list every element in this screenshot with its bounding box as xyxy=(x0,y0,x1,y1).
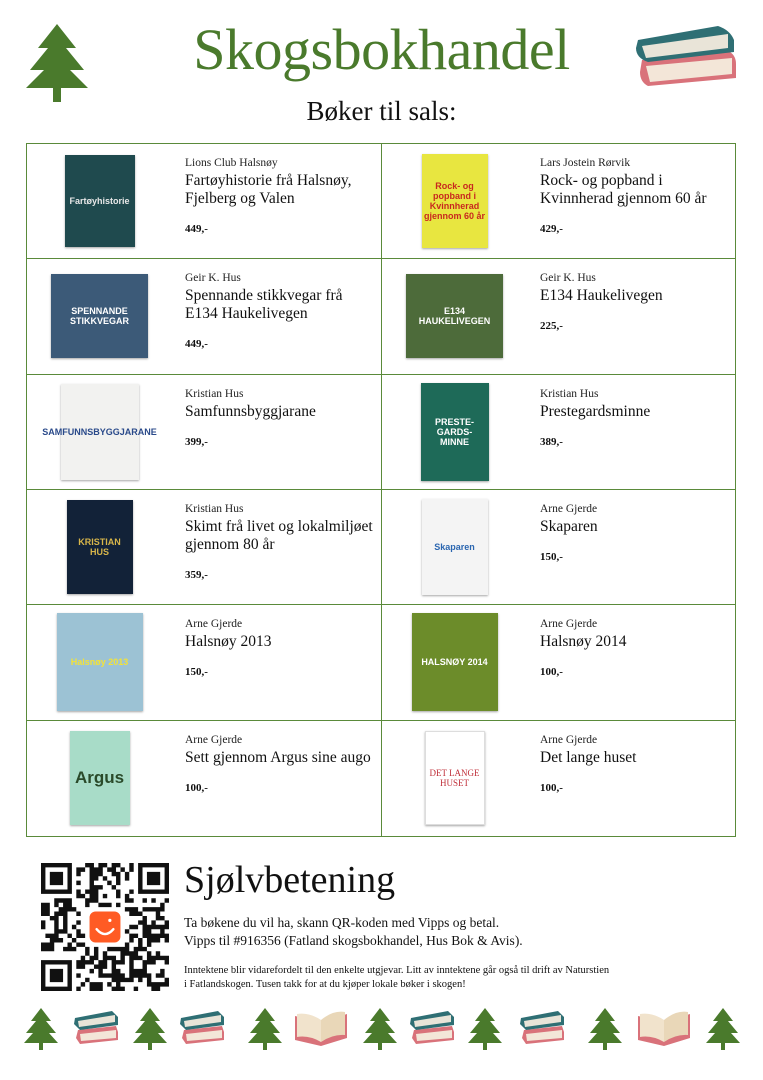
book-price: 389,- xyxy=(540,435,563,448)
book-price: 359,- xyxy=(185,569,208,581)
self-service-title: Sjølvbetening xyxy=(184,859,396,901)
book-cover: Argus xyxy=(70,731,130,825)
book-cover: Rock- og popband i Kvinnherad gjennom 60 år xyxy=(422,154,488,248)
book-title: Samfunnsbyggjarane xyxy=(185,402,316,420)
book-card xyxy=(27,144,382,259)
tree-icon xyxy=(468,1008,502,1055)
book-card xyxy=(27,375,382,490)
self-service-note xyxy=(184,964,744,992)
book-card xyxy=(382,144,735,259)
vipps-number-line: Vipps til #916356 (Fatland skogsbokhandel, Hus Bok & Avis). xyxy=(184,933,523,948)
book-author: Lions Club Halsnøy xyxy=(185,157,278,169)
book-author: Lars Jostein Rørvik xyxy=(540,157,631,169)
book-card xyxy=(27,721,382,836)
books-stack-icon xyxy=(72,1008,122,1053)
book-title: Skimt frå livet og lokalmiljøet gjennom 80 år xyxy=(185,518,373,553)
book-title: Det lange huset xyxy=(540,748,637,766)
book-author: Arne Gjerde xyxy=(185,618,243,631)
book-cover: PRESTE-GARDS-MINNE xyxy=(421,383,489,481)
self-service-instructions xyxy=(184,914,744,950)
tree-icon xyxy=(588,1008,622,1055)
book-card xyxy=(382,490,735,605)
book-author: Kristian Hus xyxy=(540,387,599,400)
vipps-logo-icon xyxy=(90,912,121,943)
book-author: Kristian Hus xyxy=(185,387,244,400)
book-price: 449,- xyxy=(185,223,208,235)
book-title: Halsnøy 2014 xyxy=(540,633,627,651)
tree-icon xyxy=(706,1008,740,1055)
books-stack-icon xyxy=(178,1008,228,1053)
book-price: 100,- xyxy=(540,666,563,679)
book-card xyxy=(27,605,382,720)
book-card xyxy=(382,375,735,490)
book-price: 429,- xyxy=(540,223,563,235)
note-line: i Fatlandskogen. Tusen takk for at du kjøper lokale bøker i skogen! xyxy=(184,979,466,990)
book-price: 100,- xyxy=(540,781,563,794)
book-title: Spennande stikkvegar frå E134 Haukelivegen xyxy=(185,287,343,323)
book-card xyxy=(382,721,735,836)
book-card xyxy=(382,259,735,374)
book-title: E134 Haukelivegen xyxy=(540,287,663,305)
book-author: Arne Gjerde xyxy=(185,733,243,746)
book-price: 150,- xyxy=(540,551,563,563)
book-cover: SAMFUNNSBYGGJARANE xyxy=(61,384,139,480)
book-author: Arne Gjerde xyxy=(540,618,598,631)
book-title: Skaparen xyxy=(540,518,598,535)
book-card xyxy=(27,490,382,605)
book-title: Halsnøy 2013 xyxy=(185,633,272,651)
book-cover: HALSNØY 2014 xyxy=(412,613,498,711)
book-cover: SPENNANDE STIKKVEGAR xyxy=(51,274,148,358)
book-card xyxy=(27,259,382,374)
tree-icon xyxy=(363,1008,397,1055)
book-cover: Fartøyhistorie xyxy=(65,155,135,247)
book-author: Kristian Hus xyxy=(185,503,244,515)
book-price: 399,- xyxy=(185,435,208,448)
book-card xyxy=(382,605,735,720)
subtitle: Bøker til sals: xyxy=(306,96,457,126)
book-cover: DET LANGE HUSET xyxy=(425,731,485,825)
book-cover: KRISTIAN HUS xyxy=(67,500,133,594)
book-cover: Skaparen xyxy=(422,499,488,595)
header xyxy=(0,0,763,140)
brand-title: Skogsbokhandel xyxy=(193,17,570,82)
book-title: Fartøyhistorie frå Halsnøy, Fjelberg og Valen xyxy=(185,172,352,207)
book-cover: Halsnøy 2013 xyxy=(57,613,143,711)
book-grid xyxy=(26,143,736,837)
book-author: Arne Gjerde xyxy=(540,503,598,515)
book-price: 449,- xyxy=(185,338,208,351)
books-stack-icon xyxy=(408,1008,458,1053)
self-service-section xyxy=(0,848,763,998)
book-author: Arne Gjerde xyxy=(540,733,598,746)
tree-icon xyxy=(248,1008,282,1055)
tree-icon xyxy=(133,1008,167,1055)
tree-icon xyxy=(24,1008,58,1055)
instruction-line: Ta bøkene du vil ha, skann QR-koden med Vipps og betal. xyxy=(184,915,500,930)
book-price: 150,- xyxy=(185,666,208,679)
book-title: Sett gjennom Argus sine augo xyxy=(185,748,371,766)
book-author: Geir K. Hus xyxy=(185,272,241,285)
vipps-qr-code[interactable] xyxy=(41,863,169,991)
note-line: Inntektene blir vidarefordelt til den enkelte utgjevar. Litt av inntektene går også til drift av Naturstien xyxy=(184,965,610,976)
book-author: Geir K. Hus xyxy=(540,272,596,285)
book-title: Rock- og popband i Kvinnherad gjennom 60 år xyxy=(540,172,707,207)
books-stack-icon xyxy=(518,1008,568,1053)
footer-decoration xyxy=(0,1008,763,1058)
book-cover: E134 HAUKELIVEGEN xyxy=(406,274,503,358)
open-book-icon xyxy=(636,1008,692,1053)
open-book-icon xyxy=(293,1008,349,1053)
book-price: 100,- xyxy=(185,781,208,794)
books-stack-icon xyxy=(632,22,740,90)
book-price: 225,- xyxy=(540,320,563,333)
book-title: Prestegardsminne xyxy=(540,402,651,420)
